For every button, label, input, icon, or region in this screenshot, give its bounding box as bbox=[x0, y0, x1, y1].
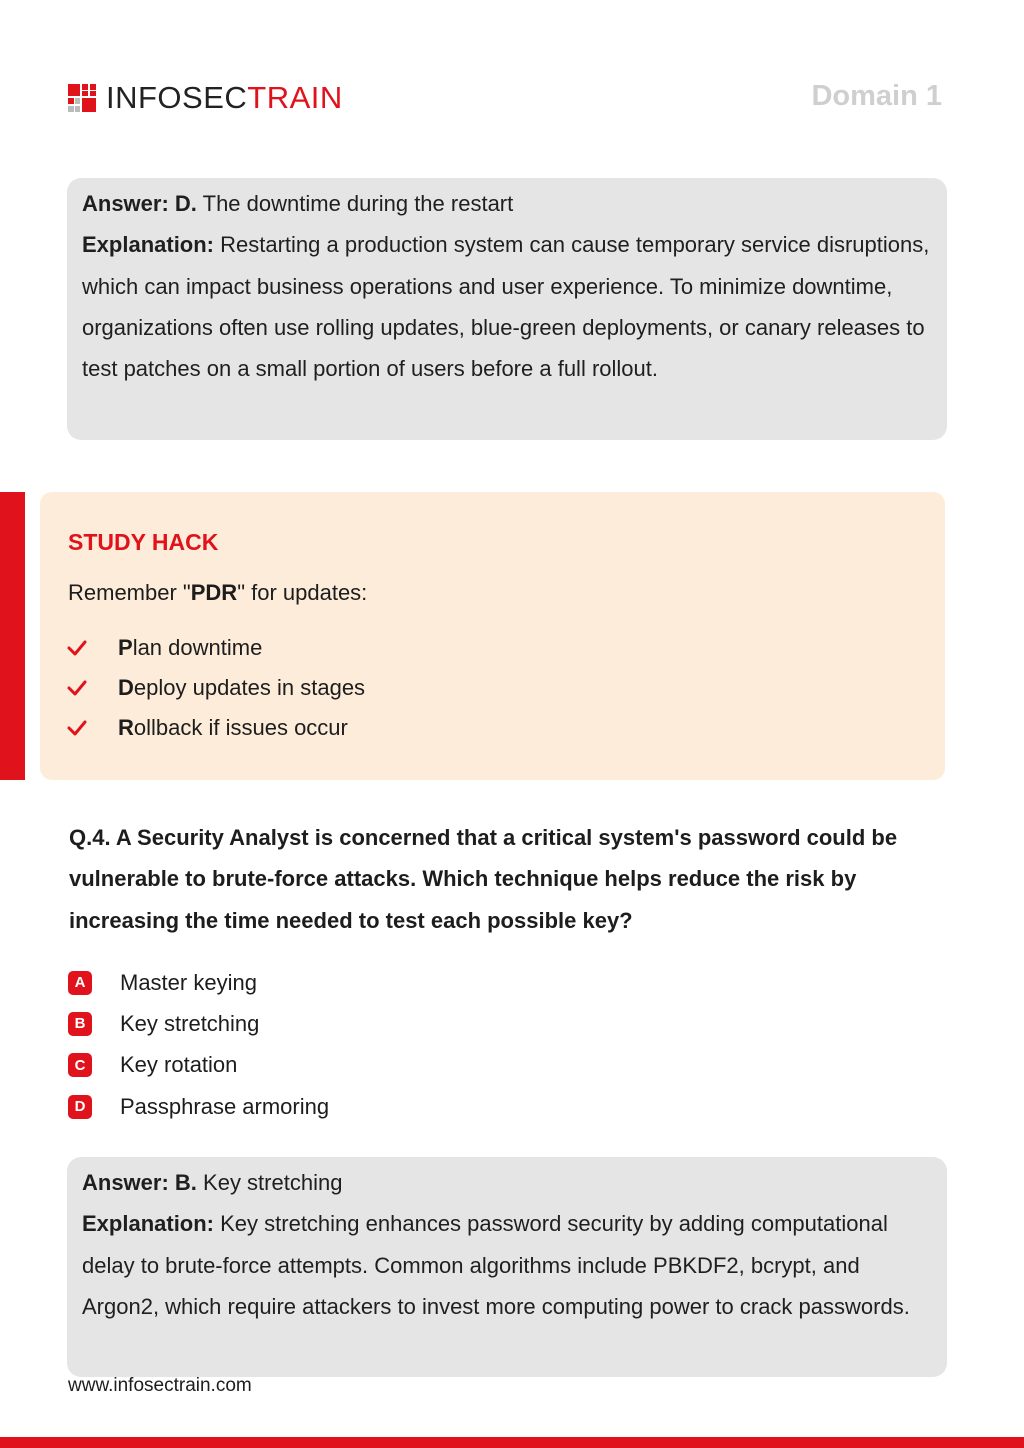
item-initial: R bbox=[118, 715, 134, 740]
study-hack-intro bbox=[68, 580, 367, 606]
intro-after: " for updates: bbox=[237, 580, 368, 605]
footer-accent-bar bbox=[0, 1437, 1024, 1448]
option-letter-badge: C bbox=[68, 1053, 92, 1077]
checkmark-icon bbox=[66, 717, 88, 739]
study-hack-list bbox=[66, 628, 365, 748]
explanation-paragraph bbox=[82, 224, 931, 389]
explanation-label: Explanation: bbox=[82, 1211, 215, 1237]
item-rest: lan downtime bbox=[132, 635, 263, 660]
domain-label: Domain 1 bbox=[811, 80, 942, 112]
logo-grid-icon bbox=[68, 84, 96, 112]
answer-line bbox=[82, 183, 931, 224]
checkmark-icon bbox=[66, 637, 88, 659]
explanation-text: Key stretching enhances password security by adding computational delay to brute-force attempts. Common algorithms include PBKDF2, bcrypt, and Argon2, which require attackers to invest more computing power to crack passwords. bbox=[82, 1211, 910, 1319]
item-initial: D bbox=[118, 675, 134, 700]
answer-text: The downtime during the restart bbox=[196, 191, 514, 216]
option-a bbox=[68, 962, 329, 1003]
checkmark-icon bbox=[66, 677, 88, 699]
option-text: Key stretching bbox=[120, 1010, 260, 1036]
explanation-label: Explanation: bbox=[82, 232, 215, 258]
option-b bbox=[68, 1003, 329, 1044]
answer-label: Answer: D. bbox=[82, 191, 197, 216]
option-text: Master keying bbox=[120, 969, 257, 995]
explanation-text: Restarting a production system can cause temporary service disruptions, which can impact business operations and user experience. To minimize downtime, organizations often use rolling updates, blue-green deployments, or canary releases to test patches on a small portion of users before a full rollout. bbox=[82, 232, 930, 382]
explanation-paragraph bbox=[82, 1203, 931, 1327]
answer-line bbox=[82, 1162, 931, 1203]
footer-website-url[interactable]: www.infosectrain.com bbox=[68, 1375, 252, 1396]
item-initial: P bbox=[118, 635, 133, 660]
item-rest: eploy updates in stages bbox=[133, 675, 366, 700]
study-hack-item bbox=[66, 708, 365, 748]
study-hack-box bbox=[40, 492, 945, 780]
option-letter-badge: A bbox=[68, 971, 92, 995]
page-header bbox=[68, 78, 942, 114]
study-hack-item bbox=[66, 668, 365, 708]
item-text bbox=[118, 715, 348, 741]
item-text bbox=[118, 675, 365, 701]
brand-logo bbox=[68, 80, 343, 116]
option-c bbox=[68, 1045, 329, 1086]
answer-box-q4 bbox=[67, 1157, 947, 1377]
logo-text bbox=[106, 80, 343, 116]
study-hack-title: STUDY HACK bbox=[68, 529, 219, 555]
answer-box-q3 bbox=[67, 178, 947, 440]
intro-before: Remember " bbox=[68, 580, 191, 605]
option-text: Key rotation bbox=[120, 1052, 238, 1078]
option-letter-badge: B bbox=[68, 1012, 92, 1036]
item-text bbox=[118, 635, 262, 661]
option-d bbox=[68, 1086, 329, 1127]
logo-text-train: TRAIN bbox=[247, 80, 343, 115]
study-hack-accent-bar bbox=[0, 492, 25, 780]
logo-text-infosec: INFOSEC bbox=[106, 80, 248, 115]
question-q4: Q.4. A Security Analyst is concerned that a critical system's password could be vulnerable to brute-force attacks. Which technique helps reduce the risk by increasing the time needed to test each possible key? bbox=[69, 825, 898, 933]
answer-text: Key stretching bbox=[196, 1170, 343, 1195]
answer-options bbox=[68, 962, 329, 1127]
answer-label: Answer: B. bbox=[82, 1170, 197, 1195]
intro-acronym: PDR bbox=[190, 580, 238, 605]
option-letter-badge: D bbox=[68, 1095, 92, 1119]
study-hack-item bbox=[66, 628, 365, 668]
item-rest: ollback if issues occur bbox=[133, 715, 348, 740]
option-text: Passphrase armoring bbox=[120, 1093, 330, 1119]
